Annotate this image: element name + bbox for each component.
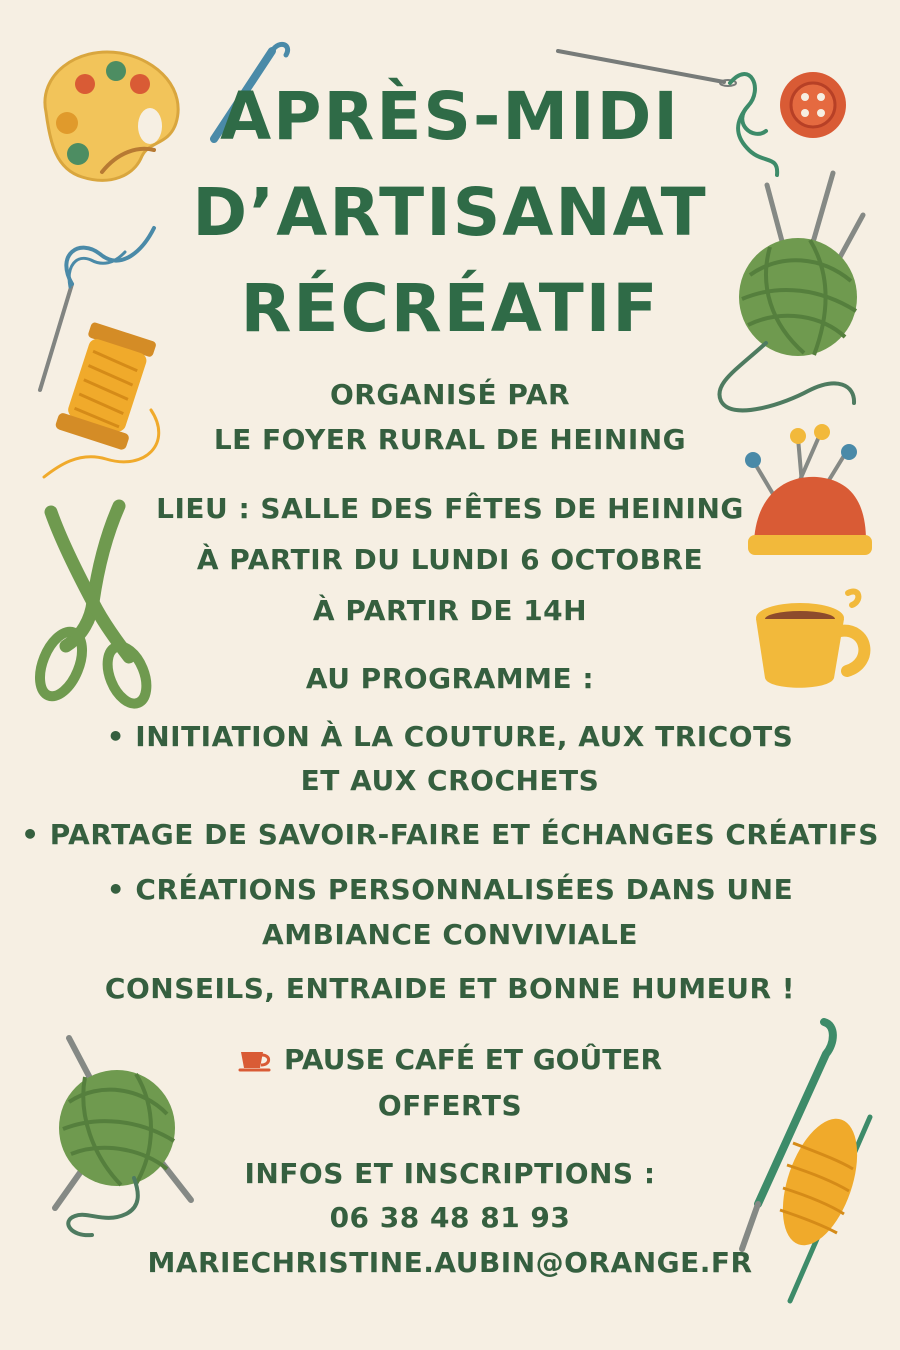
program-bullet-3-line-2: AMBIANCE CONVIVIALE: [262, 918, 638, 951]
contact-email: MARIECHRISTINE.AUBIN@ORANGE.FR: [147, 1246, 753, 1279]
pause-line-1: PAUSE CAFÉ ET GOÛTER: [283, 1043, 663, 1076]
page-title-line-3: RÉCRÉATIF: [240, 270, 660, 347]
pause-offer: [0, 1043, 900, 1076]
closing-message: CONSEILS, ENTRAIDE ET BONNE HUMEUR !: [104, 972, 796, 1005]
coffee-cup-icon: [238, 1047, 272, 1073]
venue: LIEU : SALLE DES FÊTES DE HEINING: [156, 492, 744, 525]
contact-heading: INFOS ET INSCRIPTIONS :: [244, 1157, 656, 1190]
start-date: À PARTIR DU LUNDI 6 OCTOBRE: [196, 543, 704, 576]
pause-line-2: OFFERTS: [377, 1089, 523, 1122]
start-time: À PARTIR DE 14H: [312, 594, 588, 627]
organizer-line-2: LE FOYER RURAL DE HEINING: [213, 423, 687, 456]
program-bullet-3-line-1: • CRÉATIONS PERSONNALISÉES DANS UNE: [106, 873, 794, 906]
page-title-line-1: APRÈS-MIDI: [220, 78, 680, 155]
organizer-line-1: ORGANISÉ PAR: [329, 378, 571, 411]
page-title-line-2: D’ARTISANAT: [192, 174, 708, 251]
program-heading: AU PROGRAMME :: [305, 662, 595, 695]
program-bullet-1-line-2: ET AUX CROCHETS: [300, 764, 600, 797]
program-bullet-1-line-1: • INITIATION À LA COUTURE, AUX TRICOTS: [106, 720, 794, 753]
program-bullet-2: • PARTAGE DE SAVOIR-FAIRE ET ÉCHANGES CRÉATIFS: [21, 818, 879, 851]
contact-phone: 06 38 48 81 93: [329, 1201, 571, 1234]
